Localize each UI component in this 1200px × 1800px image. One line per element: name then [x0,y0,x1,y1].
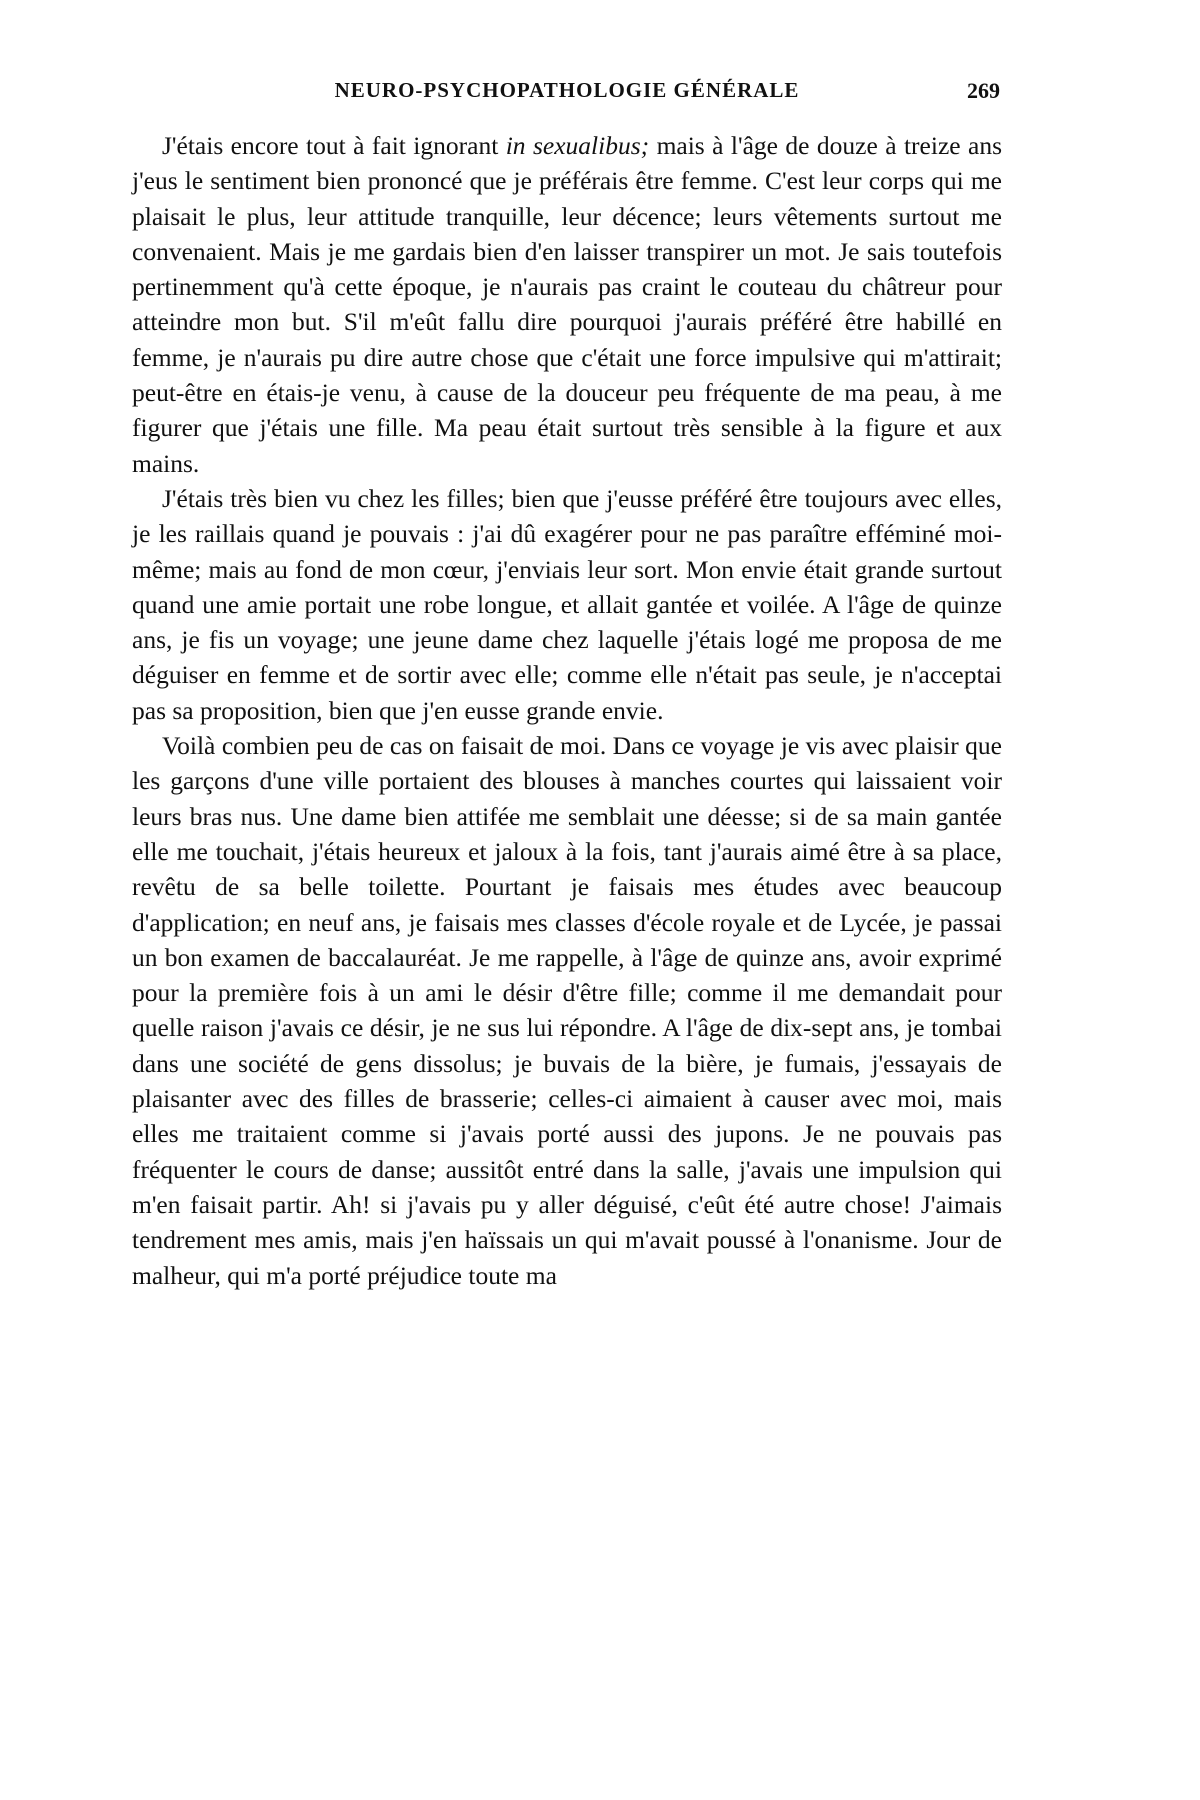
paragraph-3: Voilà combien peu de cas on faisait de moi. Dans ce voyage je vis avec plaisir que les garçons d'une ville portaient des blouses à manches courtes qui laissaient voir leurs bras nus. Une dame bien attifée me semblait une déesse; si de sa main gantée elle me touchait, j'étais heureux et jaloux à la fois, tant j'aurais aimé être à sa place, revêtu de sa belle toilette. Pourtant je faisais mes études avec beaucoup d'application; en neuf ans, je faisais mes classes d'école royale et de Lycée, je passai un bon examen de baccalauréat. Je me rappelle, à l'âge de quinze ans, avoir exprimé pour la première fois à un ami le désir d'être fille; comme il me demandait pour quelle raison j'avais ce désir, je ne sus lui répondre. A l'âge de dix-sept ans, je tombai dans une société de gens dissolus; je buvais de la bière, je fumais, j'essayais de plaisanter avec des filles de brasserie; celles-ci aimaient à causer avec moi, mais elles me traitaient comme si j'avais porté aussi des jupons. Je ne pouvais pas fréquenter le cours de danse; aussitôt entré dans la salle, j'avais une impulsion qui m'en faisait partir. Ah! si j'avais pu y aller déguisé, c'eût été autre chose! J'aimais tendrement mes amis, mais j'en haïssais un qui m'avait poussé à l'onanisme. Jour de malheur, qui m'a porté préjudice toute ma [132,731,1002,1290]
page-number: 269 [967,78,1000,103]
paragraph-1 [132,128,1002,481]
paragraph-1-rest: mais à l'âge de douze à treize ans j'eus le sentiment bien prononcé que je préférais être femme. C'est leur corps qui me plaisait le plus, leur attitude tranquille, leur décence; leurs vêtements surtout me convenaient. Mais je me gardais bien d'en laisser transpirer un mot. Je sais toutefois pertinemment qu'à cette époque, je n'aurais pas craint le couteau du châtreur pour atteindre mon but. S'il m'eût fallu dire pourquoi j'aurais préféré être habillé en femme, je n'aurais pu dire autre chose que c'était une force impulsive qui m'attirait; peut-être en étais-je venu, à cause de la douceur peu fréquente de ma peau, à me figurer que j'étais une fille. Ma peau était surtout très sensible à la figure et aux mains. [132,131,1002,478]
book-page [132,78,1002,1293]
paragraph-1-start: J'étais encore tout à fait ignorant [162,131,506,160]
paragraph-2: J'étais très bien vu chez les filles; bien que j'eusse préféré être toujours avec elles, je les raillais quand je pouvais : j'ai dû exagérer pour ne pas paraître efféminé moi-même; mais au fond de mon cœur, j'enviais leur sort. Mon envie était grande surtout quand une amie portait une robe longue, et allait gantée et voilée. A l'âge de quinze ans, je fis un voyage; une jeune dame chez laquelle j'étais logé me proposa de me déguiser en femme et de sortir avec elle; comme elle n'était pas seule, je n'acceptai pas sa proposition, bien que j'en eusse grande envie. [132,483,1002,725]
body-text [132,128,1002,1293]
running-head [132,78,1002,114]
running-title: NEURO-PSYCHOPATHOLOGIE GÉNÉRALE [334,78,800,102]
paragraph-1-italic: in sexualibus; [505,131,650,160]
